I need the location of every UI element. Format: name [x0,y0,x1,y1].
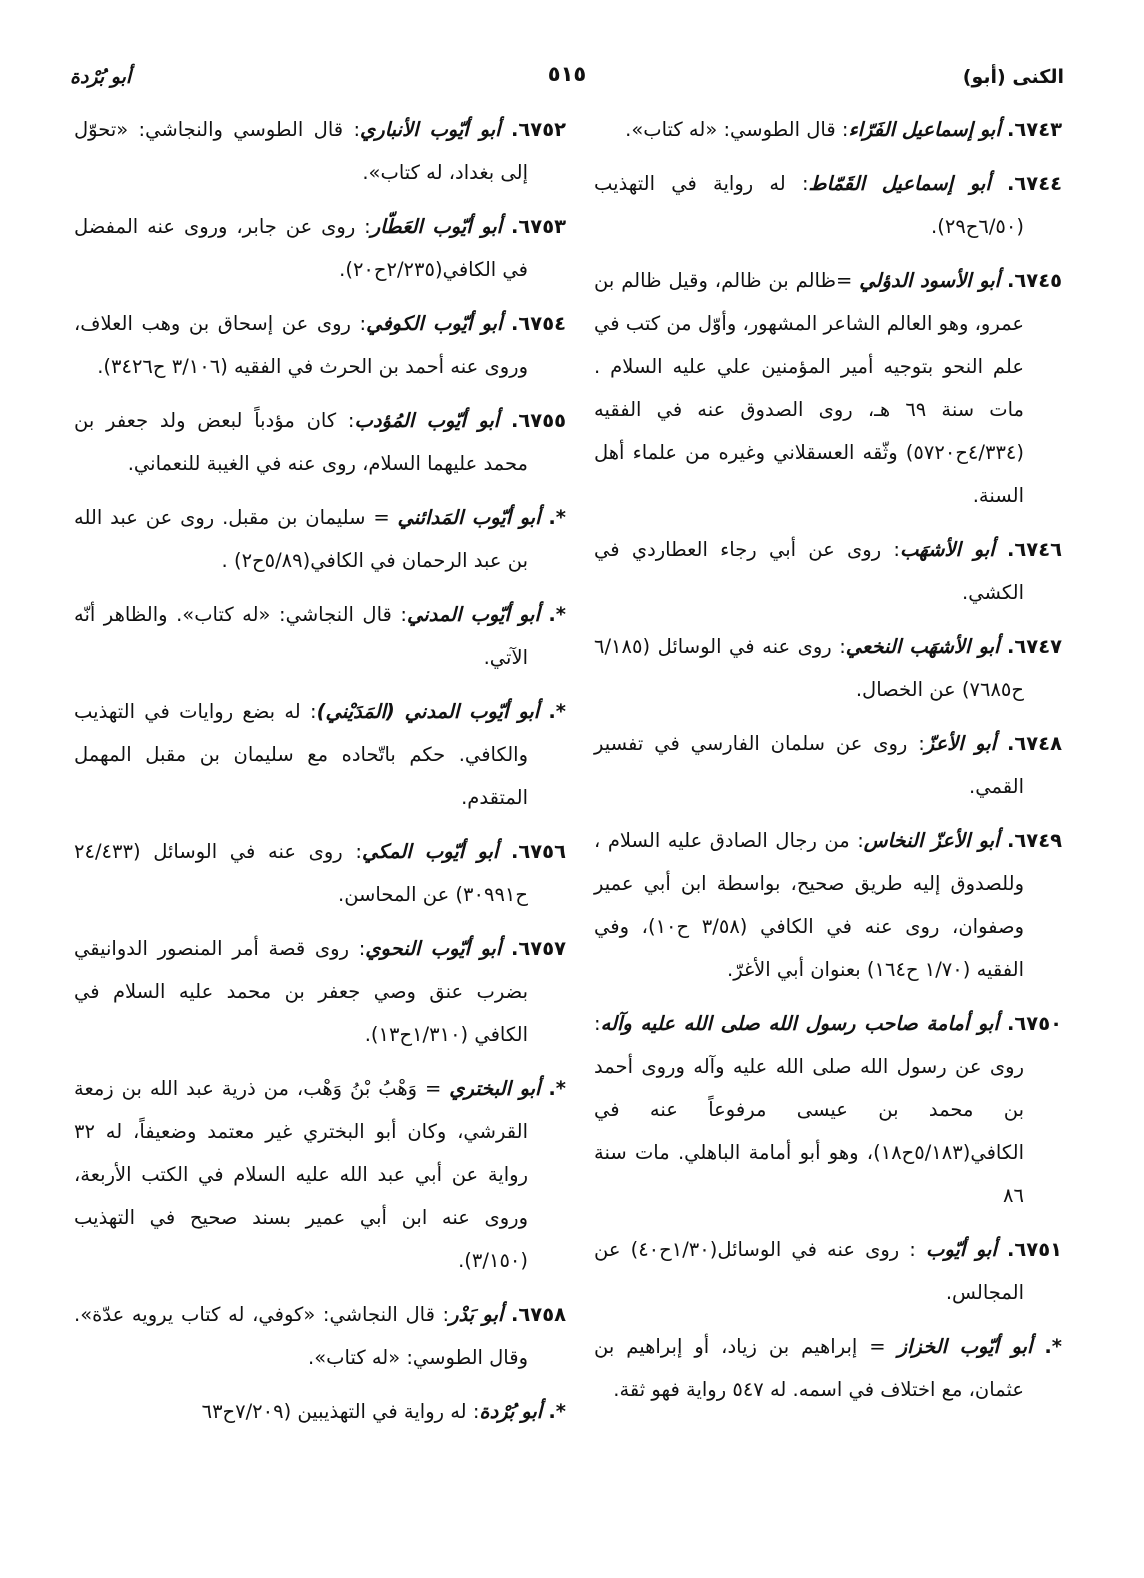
entry-name: أبو إسماعيل الفَرّاء [848,118,1001,141]
page-number: ٥١٥ [547,62,587,86]
entry-text: : روى عنه في الوسائل(١/٣٠ح٤٠) عن المجالس. [594,1238,1024,1304]
entry-number: *. [1044,1335,1062,1358]
entry [594,1325,1062,1411]
entry [74,593,566,679]
right-column [594,108,1062,1422]
entry-number: ٦٧٤٨. [1006,732,1062,755]
entry [594,1002,1062,1217]
entry-number: *. [548,1077,566,1100]
entry [594,722,1062,808]
entry-name: أبو الأشهَب [899,538,995,561]
entry [594,162,1062,248]
entry-name: أبو الأعزّ النخاس [863,829,1000,852]
entry-text: : قال النجاشي: «كوفي، له كتاب يرويه عدّة». وقال الطوسي: «له كتاب». [74,1303,528,1369]
entry-name: أبو البختري [449,1077,541,1100]
entry-text: : روى قصة أمر المنصور الدوانيقي بضرب عنق وصي جعفر بن محمد عليه السلام في الكافي (١/٣١٠ح١٣). [74,937,528,1046]
entry [74,830,566,916]
entry [594,819,1062,991]
entry [74,302,566,388]
entry-text: : روى عن إسحاق بن وهب العلاف، وروى عنه أحمد بن الحرث في الفقيه (٣/١٠٦ ح٣٤٢٦). [74,312,528,378]
entry-number: ٦٧٥٧. [510,937,567,960]
entry [594,108,1062,151]
entry [74,1390,566,1433]
entry-text: : روى عن رسول الله صلى الله عليه وآله وروى أحمد بن محمد بن عيسى مرفوعاً عنه في الكافي(٥/١٨٣ح١٨)، وهو أبو أمامة الباهلي. مات سنة ٨٦ [594,1012,1024,1207]
entry-text: : روى عن سلمان الفارسي في تفسير القمي. [594,732,1024,798]
entry-number: ٦٧٥٢. [510,118,566,141]
entry-name: أبو أيّوب المكي [361,840,499,863]
entry-name: أبو أيّوب الأنباري [360,118,501,141]
entry-text: : روى عنه في الوسائل (٢٤/٤٣٣ ح٣٠٩٩١) عن المحاسن. [74,840,528,906]
entry [74,205,566,291]
entry-number: ٦٧٤٩. [1006,829,1062,852]
entry-name: أبو أمامة صاحب رسول الله صلى الله عليه وآله [600,1012,999,1035]
entry-text: : روى عنه في الوسائل (٦/١٨٥ ح٧٦٨٥) عن الخصال. [594,635,1024,701]
entry-text: : قال النجاشي: «له كتاب». والظاهر أنّه الآتي. [74,603,528,669]
entry-text: = وَهْبُ بْنُ وَهْب، من ذرية عبد الله بن زمعة القرشي، وكان أبو البختري غير معتمد وضعيفاً، له ٣٢ رواية عن أبي عبد الله عليه السلام في الكتب الأربعة، وروى عنه ابن أبي عمير بسند صحيح في التهذيب (٣/١٥٠). [74,1077,528,1272]
header-running-title: أبو بُرْدة [70,66,132,88]
entry-name: أبو الأعزّ [924,732,997,755]
entry-number: ٦٧٤٥. [1006,269,1063,292]
entry-name: أبو إسماعيل القَمّاط [808,172,991,195]
entry-number: *. [548,1400,566,1423]
entry-number: ٦٧٥٣. [510,215,566,238]
entry-text: : له بضع روايات في التهذيب والكافي. حكم باتّحاده مع سليمان بن مقبل المهمل المتقدم. [74,700,528,809]
entry-number: ٦٧٤٦. [1006,538,1062,561]
entry-text: = سليمان بن مقبل. روى عن عبد الله بن عبد الرحمان في الكافي(٥/٨٩ح٢) . [74,506,528,572]
entry [74,496,566,582]
entry [74,1293,566,1379]
entry-name: أبو أيّوب الكوفي [366,312,503,335]
entry-name: أبو الأسود الدؤلي [859,269,1001,292]
entry-text: : كان مؤدباً لبعض ولد جعفر بن محمد عليهما السلام، روى عنه في الغيبة للنعماني. [74,409,528,475]
entry-number: *. [548,700,566,723]
entry-number: ٦٧٥٥. [510,409,567,432]
page-header [70,60,1064,96]
entry [74,1067,566,1282]
entry [74,690,566,819]
entry-text: : روى عن أبي رجاء العطاردي في الكشي. [594,538,1024,604]
entry [594,259,1062,517]
entry-name: أبو أيّوب العَطّار [370,215,503,238]
entry-name: أبو بُرْدة [479,1400,543,1423]
entry-number: ٦٧٥٤. [510,312,566,335]
entry-text: : له رواية في التهذيبين (٧/٢٠٩ح٦٣ [201,1400,480,1423]
entry [594,1228,1062,1314]
entry-number: ٦٧٥٨. [510,1303,567,1326]
entry-name: أبو أيّوب المَدائني [397,506,541,529]
entry-name: أبو أيّوب الخزاز [897,1335,1033,1358]
entry-text: : من رجال الصادق عليه السلام ، وللصدوق إليه طريق صحيح، بواسطة ابن أبي عمير وصفوان، روى عنه في الكافي (٣/٥٨ ح١٠)، وفي الفقيه (١/٧٠ ح١٦٤) بعنوان أبي الأغرّ. [594,829,1024,981]
entry-number: ٦٧٤٣. [1006,118,1062,141]
entry-name: أبو أيّوب [925,1238,997,1261]
entry-text: =ظالم بن ظالم، وقيل ظالم بن عمرو، وهو العالم الشاعر المشهور، وأوّل من كتب في علم النحو بتوجيه أمير المؤمنين علي عليه السلام . مات سنة ٦٩ هـ، روى الصدوق عنه في الفقيه (٤/٣٣٤ح٥٧٢٠) وثّقه العسقلاني وغيره من علماء أهل السنة. [594,269,1024,507]
entry-number: ٦٧٤٧. [1006,635,1062,658]
entry-text: : روى عن جابر، وروى عنه المفضل في الكافي(٢/٢٣٥ح٢٠). [74,215,528,281]
entry [594,528,1062,614]
entry-text: : له رواية في التهذيب (٦/٥٠ح٢٩). [594,172,1024,238]
entry-name: أبو الأشهَب النخعي [845,635,1000,658]
entry-name: أبو أيّوب المدني [406,603,540,626]
entry-number: *. [548,603,566,626]
left-column [74,108,566,1444]
entry-text: = إبراهيم بن زياد، أو إبراهيم بن عثمان، مع اختلاف في اسمه. له ٥٤٧ رواية فهو ثقة. [594,1335,1024,1401]
entry [74,399,566,485]
entry-name: أبو أيّوب المُؤدب [354,409,500,432]
entry [74,927,566,1056]
entry-name: أبو أيّوب النحوي [365,937,502,960]
entry-number: *. [548,506,566,529]
entry-number: ٦٧٥٦. [510,840,566,863]
entry-number: ٦٧٥١. [1006,1238,1062,1261]
header-chapter-title: الكنى (أبو) [962,66,1064,88]
entry [74,108,566,194]
entry-number: ٦٧٥٠. [1006,1012,1062,1035]
entry [594,625,1062,711]
entry-name: أبو أيّوب المدني (المَدَيْني) [316,700,540,723]
entry-text: : قال الطوسي والنجاشي: «تحوّل إلى بغداد، له كتاب». [74,118,528,184]
entry-number: ٦٧٤٤. [1006,172,1062,195]
entry-text: : قال الطوسي: «له كتاب». [625,118,849,141]
entry-name: أبو بَدْر [449,1303,504,1326]
